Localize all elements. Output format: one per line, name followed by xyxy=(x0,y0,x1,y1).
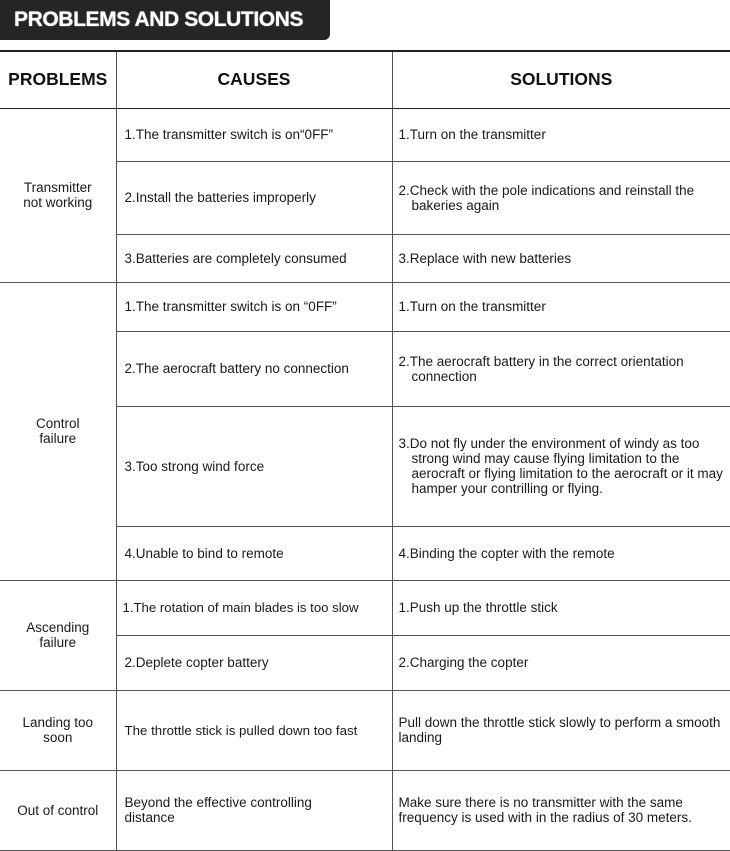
solution-cell xyxy=(392,108,730,161)
solution-cell xyxy=(392,331,730,406)
solution-text: 4.Binding the copter with the remote xyxy=(398,545,615,561)
solution-text: 1.Push up the throttle stick xyxy=(398,600,558,615)
solution-text: 3.Replace with new batteries xyxy=(398,250,572,266)
solution-cell xyxy=(392,406,730,526)
cause-cell: 1.The transmitter switch is on “0FF” xyxy=(116,282,392,331)
cause-cell: 2.Deplete copter battery xyxy=(116,635,392,690)
problem-cell xyxy=(0,108,116,282)
cause-cell: The throttle stick is pulled down too fast xyxy=(116,690,392,770)
problem-label: Control failure xyxy=(35,416,80,446)
header-causes: CAUSES xyxy=(116,51,392,108)
solution-text: 3.Do not fly under the environment of windy as too strong wind may cause flying limitation to the aerocraft or flying limitation to the aerocraft or it may hamper your contrilling or flying. xyxy=(398,436,723,496)
problem-label: Ascending failure xyxy=(26,620,90,650)
solution-cell xyxy=(392,635,730,690)
solution-cell xyxy=(392,580,730,635)
cause-cell: 4.Unable to bind to remote xyxy=(116,526,392,580)
problem-label: Out of control xyxy=(17,802,99,818)
table-row xyxy=(0,580,730,635)
table-row xyxy=(0,770,730,850)
solution-cell: Pull down the throttle stick slowly to perform a smooth landing xyxy=(392,690,730,770)
problem-label: Landing too soon xyxy=(22,715,94,745)
cause-cell: 1.The rotation of main blades is too slow xyxy=(116,580,392,635)
solution-text: 1.Turn on the transmitter xyxy=(398,127,546,142)
page-title: PROBLEMS AND SOLUTIONS xyxy=(14,8,304,31)
solution-text: 2.The aerocraft battery in the correct orientation connection xyxy=(398,353,684,384)
solution-cell xyxy=(392,161,730,234)
problem-cell xyxy=(0,580,116,690)
problem-label: Transmitter not working xyxy=(23,180,93,210)
solution-text: 2.Charging the copter xyxy=(398,655,529,670)
solution-cell xyxy=(392,526,730,580)
title-banner xyxy=(0,0,330,40)
troubleshooting-table xyxy=(0,50,730,851)
cause-cell: 2.The aerocraft battery no connection xyxy=(116,331,392,406)
table-row xyxy=(0,690,730,770)
solution-cell: Make sure there is no transmitter with the same frequency is used with in the radius of 30 meters. xyxy=(392,770,730,850)
solution-cell xyxy=(392,234,730,282)
cause-cell: 2.Install the batteries improperly xyxy=(116,161,392,234)
table-row xyxy=(0,108,730,161)
cause-cell: Beyond the effective controlling distance xyxy=(116,770,392,850)
problem-cell xyxy=(0,690,116,770)
cause-cell: 1.The transmitter switch is on“0FF” xyxy=(116,108,392,161)
table-row xyxy=(0,282,730,331)
solution-cell xyxy=(392,282,730,331)
cause-cell: 3.Too strong wind force xyxy=(116,406,392,526)
problem-cell xyxy=(0,282,116,580)
problem-cell xyxy=(0,770,116,850)
solution-text: 2.Check with the pole indications and reinstall the bakeries again xyxy=(398,182,695,213)
cause-cell: 3.Batteries are completely consumed xyxy=(116,234,392,282)
header-solutions: SOLUTIONS xyxy=(392,51,730,108)
solution-text: 1.Turn on the transmitter xyxy=(398,299,546,314)
header-problems: PROBLEMS xyxy=(0,51,116,108)
header-row xyxy=(0,51,730,108)
